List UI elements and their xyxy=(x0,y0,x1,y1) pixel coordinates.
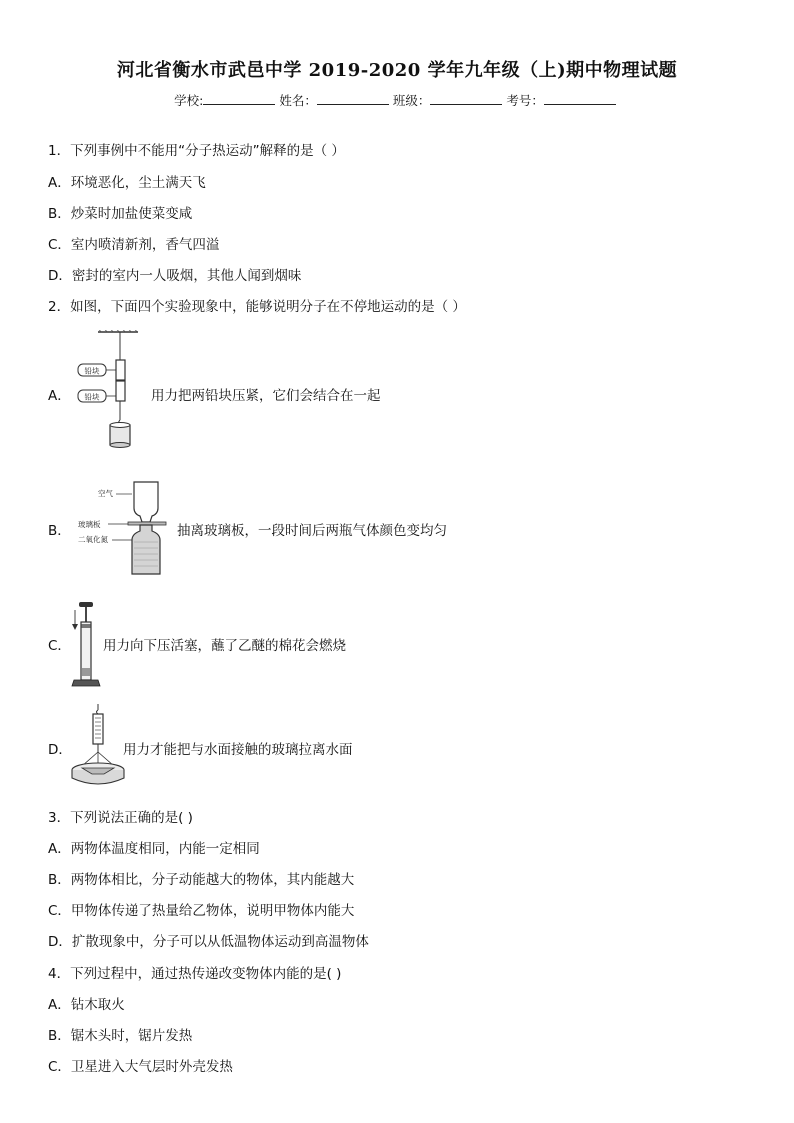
question-2-option-d-text: 用力才能把与水面接触的玻璃拉离水面 xyxy=(123,742,353,758)
nitrogen-dioxide-label: 二氧化氮 xyxy=(78,535,108,544)
air-label: 空气 xyxy=(98,489,113,498)
question-3-stem: 3．下列说法正确的是( ) xyxy=(48,810,193,826)
student-info-row xyxy=(0,91,794,109)
number-label: 考号： xyxy=(506,93,544,108)
question-4-option-a: A．钻木取火 xyxy=(48,997,125,1013)
question-1-option-d: D．密封的室内一人吸烟，其他人闻到烟味 xyxy=(48,268,302,284)
question-3-option-b: B．两物体相比，分子动能越大的物体，其内能越大 xyxy=(48,872,355,888)
question-2-option-b-text: 抽离玻璃板，一段时间后两瓶气体颜色变均匀 xyxy=(177,523,447,539)
question-4-option-c: C．卫星进入大气层时外壳发热 xyxy=(48,1059,233,1075)
question-2-option-a-text: 用力把两铅块压紧，它们会结合在一起 xyxy=(151,388,381,404)
question-1-option-c: C．室内喷清新剂，香气四溢 xyxy=(48,237,220,253)
question-1-option-a: A．环境恶化，尘土满天飞 xyxy=(48,175,206,191)
class-blank[interactable] xyxy=(430,92,502,105)
question-3-option-d: D．扩散现象中，分子可以从低温物体运动到高温物体 xyxy=(48,934,369,950)
question-2-option-c-label: C． xyxy=(48,638,71,654)
glass-plate-label: 玻璃板 xyxy=(78,520,101,529)
question-2-option-a-label: A． xyxy=(48,388,71,404)
bottom-lead-block-label: 铅块 xyxy=(84,392,100,402)
name-blank[interactable] xyxy=(317,92,389,105)
name-label: 姓名： xyxy=(279,93,317,108)
question-2-option-c-text: 用力向下压活塞，蘸了乙醚的棉花会燃烧 xyxy=(103,638,346,654)
question-4-option-b: B．锯木头时，锯片发热 xyxy=(48,1028,193,1044)
lead-blocks-figure xyxy=(76,330,146,450)
question-3-option-a: A．两物体温度相同，内能一定相同 xyxy=(48,841,260,857)
question-1-stem: 1．下列事例中不能用“分子热运动”解释的是（ ） xyxy=(48,143,345,159)
question-1-option-b: B．炒菜时加盐使菜变咸 xyxy=(48,206,193,222)
school-blank[interactable] xyxy=(203,92,275,105)
piston-cylinder-figure xyxy=(70,600,104,692)
question-4-stem: 4．下列过程中，通过热传递改变物体内能的是( ) xyxy=(48,966,342,982)
number-blank[interactable] xyxy=(544,92,616,105)
question-2-option-b-label: B． xyxy=(48,523,71,539)
top-lead-block-label: 铅块 xyxy=(84,366,100,376)
page-title: 河北省衡水市武邑中学 2019-2020 学年九年级（上)期中物理试题 xyxy=(116,60,678,81)
school-label: 学校: xyxy=(174,93,204,108)
gas-diffusion-figure xyxy=(78,478,178,580)
class-label: 班级： xyxy=(392,93,431,108)
question-2-stem: 2．如图，下面四个实验现象中，能够说明分子在不停地运动的是（ ） xyxy=(48,299,466,315)
question-2-option-d-label: D． xyxy=(48,742,72,758)
question-3-option-c: C．甲物体传递了热量给乙物体，说明甲物体内能大 xyxy=(48,903,355,919)
